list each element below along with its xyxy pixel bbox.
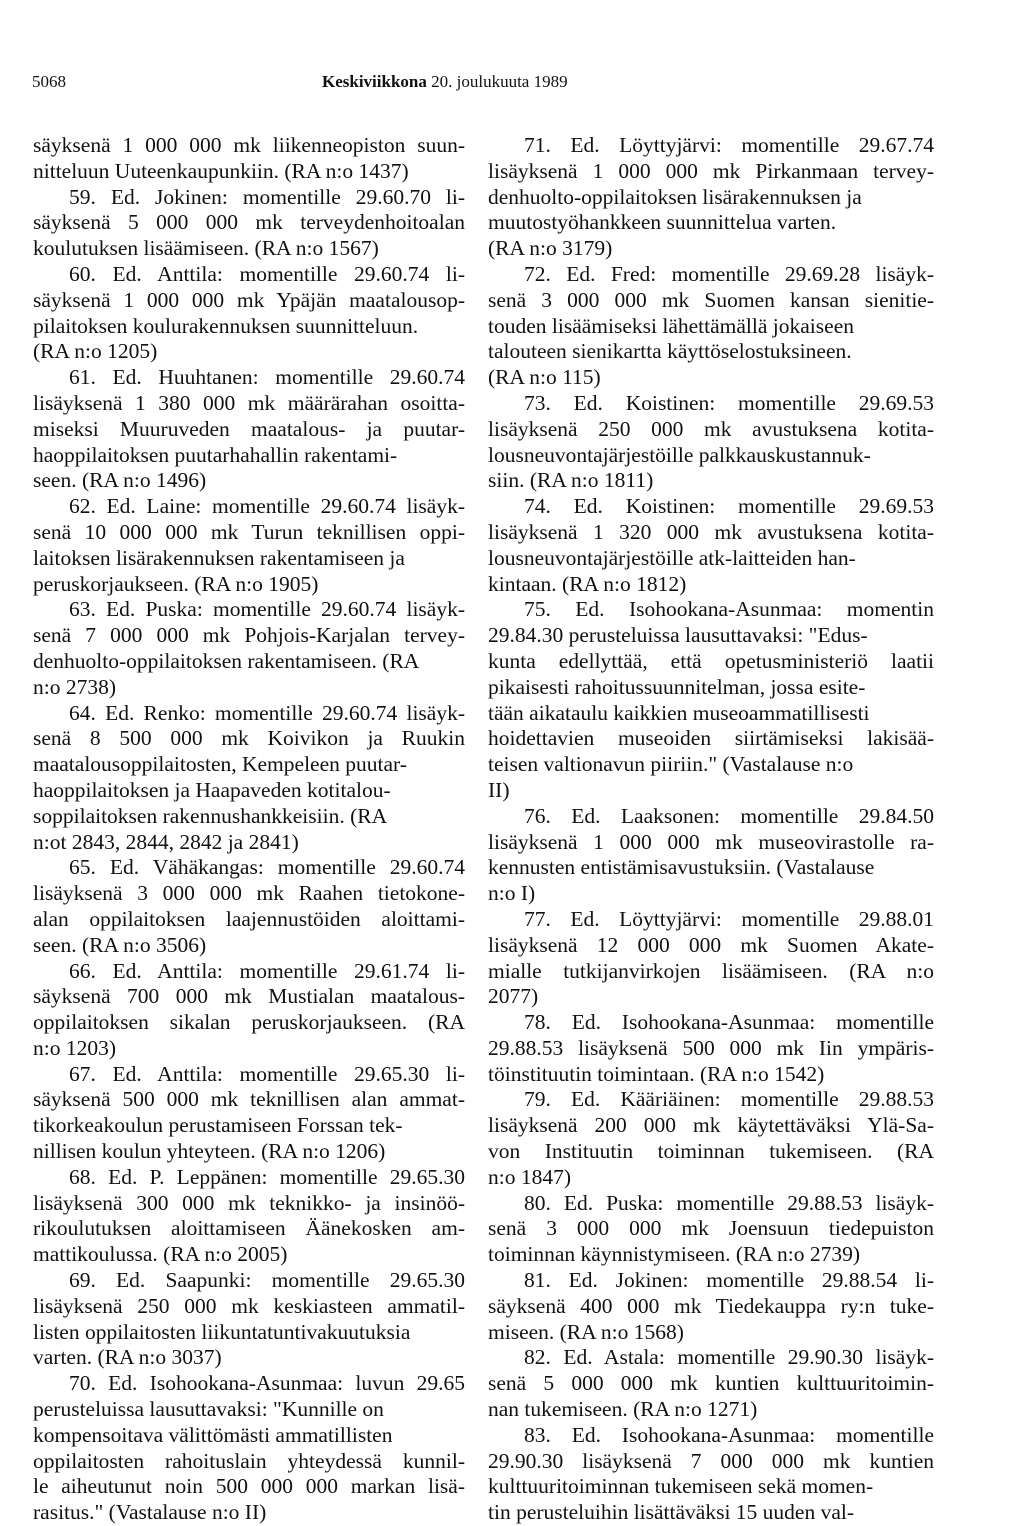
text-line: tään aikataulu kaikkien museoammatillisesti: [488, 700, 870, 725]
text-line: 67. Ed. Anttila: momentille 29.65.30 li-: [69, 1061, 465, 1086]
text-line: n:o 1203): [33, 1035, 117, 1060]
text-line: 75. Ed. Isohookana-Asunmaa: momentin: [524, 597, 934, 622]
text-line: senä 3 000 000 mk Suomen kansan sienitie-: [488, 287, 934, 312]
text-line: kunta edellyttää, että opetusministeriö laatii: [488, 648, 934, 673]
text-line: rasitus." (Vastalause n:o II): [33, 1500, 267, 1525]
text-line: oppilaitosten rahoituslain yhteydessä kunnil-: [33, 1448, 465, 1473]
text-line: pilaitoksen koulurakennuksen suunnitteluun.: [33, 313, 419, 338]
text-line: säyksenä 500 000 mk teknillisen alan ammat-: [33, 1087, 465, 1112]
text-line: talouteen sienikartta käyttöselostuksineen.: [488, 339, 852, 364]
text-line: lisäyksenä 250 000 mk keskiasteen ammatil-: [33, 1293, 465, 1318]
text-line: 83. Ed. Isohookana-Asunmaa: momentille: [524, 1422, 934, 1447]
text-line: 29.88.53 lisäyksenä 500 000 mk Iin ympäris-: [488, 1035, 934, 1060]
text-line: kompensoitava välittömästi ammatillisten: [33, 1422, 393, 1447]
text-line: 68. Ed. P. Leppänen: momentille 29.65.30: [69, 1164, 465, 1189]
text-line: miseksi Muuruveden maatalous- ja puutar-: [33, 416, 465, 441]
text-line: senä 5 000 000 mk kuntien kulttuuritoimin-: [488, 1371, 934, 1396]
text-line: tikorkeakoulun perustamiseen Forssan tek-: [33, 1113, 403, 1138]
text-line: säyksenä 1 000 000 mk Ypäjän maatalousop-: [33, 287, 465, 312]
text-line: lisäyksenä 300 000 mk teknikko- ja insinöö-: [33, 1190, 465, 1215]
text-line: senä 3 000 000 mk Joensuun tiedepuiston: [488, 1216, 934, 1241]
text-line: perusteluissa lausuttavaksi: "Kunnille on: [33, 1397, 384, 1422]
text-line: 78. Ed. Isohookana-Asunmaa: momentille: [524, 1010, 934, 1035]
text-line: 72. Ed. Fred: momentille 29.69.28 lisäyk-: [524, 261, 934, 286]
text-line: mattikoulussa. (RA n:o 2005): [33, 1242, 288, 1267]
text-line: varten. (RA n:o 3037): [33, 1345, 222, 1370]
text-line: (RA n:o 3179): [488, 236, 613, 261]
text-line: miseen. (RA n:o 1568): [488, 1319, 684, 1344]
text-line: n:o I): [488, 881, 536, 906]
text-line: 61. Ed. Huuhtanen: momentille 29.60.74: [69, 365, 465, 390]
running-head-date: 20. joulukuuta 1989: [431, 72, 568, 91]
text-line: (RA n:o 115): [488, 365, 601, 390]
text-line: denhuolto-oppilaitoksen rakentamiseen. (RA: [33, 648, 420, 673]
text-line: pikaisesti rahoitussuunnitelman, jossa esite-: [488, 674, 866, 699]
text-line: mialle tutkijanvirkojen lisäämiseen. (RA n:o: [488, 958, 934, 983]
text-line: säyksenä 700 000 mk Mustialan maatalous-: [33, 984, 465, 1009]
text-line: 70. Ed. Isohookana-Asunmaa: luvun 29.65: [69, 1371, 465, 1396]
text-line: rikoulutuksen aloittamiseen Äänekosken am-: [33, 1216, 465, 1241]
text-line: seen. (RA n:o 3506): [33, 932, 207, 957]
left-column: [33, 133, 465, 1526]
text-line: nitteluun Uuteenkaupunkiin. (RA n:o 1437): [33, 158, 409, 183]
text-line: alan oppilaitoksen laajennustöiden aloittami-: [33, 906, 465, 931]
text-line: 71. Ed. Löyttyjärvi: momentille 29.67.74: [524, 133, 934, 157]
text-line: 65. Ed. Vähäkangas: momentille 29.60.74: [69, 855, 465, 880]
text-line: 74. Ed. Koistinen: momentille 29.69.53: [524, 494, 934, 519]
text-line: kintaan. (RA n:o 1812): [488, 571, 687, 596]
text-line: n:ot 2843, 2844, 2842 ja 2841): [33, 829, 299, 854]
text-line: 29.90.30 lisäyksenä 7 000 000 mk kuntien: [488, 1448, 934, 1473]
page-number: 5068: [32, 72, 66, 91]
text-line: maatalousoppilaitosten, Kempeleen puutar-: [33, 752, 407, 777]
text-line: n:o 2738): [33, 674, 117, 699]
page-header: [0, 72, 1024, 96]
text-line: listen oppilaitosten liikuntatuntivakuutuksia: [33, 1319, 411, 1344]
text-line: senä 8 500 000 mk Koivikon ja Ruukin: [33, 726, 465, 751]
text-line: soppilaitoksen rakennushankkeisiin. (RA: [33, 803, 388, 828]
text-line: 29.84.30 perusteluissa lausuttavaksi: "Edus-: [488, 623, 868, 648]
text-line: säyksenä 5 000 000 mk terveydenhoitoalan: [33, 210, 465, 235]
text-line: 79. Ed. Kääriäinen: momentille 29.88.53: [524, 1087, 934, 1112]
text-line: 80. Ed. Puska: momentille 29.88.53 lisäyk-: [524, 1190, 934, 1215]
text-line: 2077): [488, 984, 539, 1009]
text-line: haoppilaitoksen puutarhahallin rakentami-: [33, 442, 398, 467]
text-line: lisäyksenä 1 320 000 mk avustuksena kotita-: [488, 519, 934, 544]
text-line: laitoksen lisärakennuksen rakentamiseen ja: [33, 545, 405, 570]
text-line: töinstituutin toimintaan. (RA n:o 1542): [488, 1061, 825, 1086]
text-line: lisäyksenä 200 000 mk käytettäväksi Ylä-Sa-: [488, 1113, 934, 1138]
text-line: touden lisäämiseksi lähettämällä jokaiseen: [488, 313, 854, 338]
text-line: peruskorjaukseen. (RA n:o 1905): [33, 571, 319, 596]
text-line: hoidettavien museoiden siirtämiseksi lakisää-: [488, 726, 934, 751]
text-line: (RA n:o 1205): [33, 339, 158, 364]
text-line: 59. Ed. Jokinen: momentille 29.60.70 li-: [69, 184, 465, 209]
text-line: haoppilaitoksen ja Haapaveden kotitalou-: [33, 777, 391, 802]
text-line: 62. Ed. Laine: momentille 29.60.74 lisäyk-: [69, 494, 465, 519]
text-line: säyksenä 1 000 000 mk liikenneopiston suun-: [33, 133, 465, 157]
text-line: denhuolto-oppilaitoksen lisärakennuksen ja: [488, 184, 862, 209]
text-line: tin perusteluihin lisättäväksi 15 uuden val-: [488, 1500, 855, 1525]
running-head: [322, 72, 568, 92]
text-line: toiminnan käynnistymiseen. (RA n:o 2739): [488, 1242, 861, 1267]
text-line: seen. (RA n:o 1496): [33, 468, 207, 493]
text-line: n:o 1847): [488, 1164, 572, 1189]
text-line: kulttuuritoiminnan tukemiseen sekä momen-: [488, 1474, 874, 1499]
text-line: 60. Ed. Anttila: momentille 29.60.74 li-: [69, 261, 465, 286]
text-line: senä 10 000 000 mk Turun teknillisen oppi-: [33, 519, 465, 544]
text-line: 64. Ed. Renko: momentille 29.60.74 lisäyk-: [69, 700, 465, 725]
text-line: 82. Ed. Astala: momentille 29.90.30 lisäyk-: [524, 1345, 934, 1370]
text-line: 73. Ed. Koistinen: momentille 29.69.53: [524, 390, 934, 415]
text-line: 66. Ed. Anttila: momentille 29.61.74 li-: [69, 958, 465, 983]
text-line: lousneuvontajärjestöille atk-laitteiden han-: [488, 545, 856, 570]
text-line: nillisen koulun yhteyteen. (RA n:o 1206): [33, 1139, 386, 1164]
running-head-title: Keskiviikkona: [322, 72, 427, 91]
text-line: lisäyksenä 1 000 000 mk museovirastolle ra-: [488, 829, 934, 854]
text-line: lisäyksenä 12 000 000 mk Suomen Akate-: [488, 932, 934, 957]
text-line: 77. Ed. Löyttyjärvi: momentille 29.88.01: [524, 906, 934, 931]
text-line: teisen valtionavun piiriin." (Vastalause n:o: [488, 752, 854, 777]
right-column: [488, 133, 934, 1526]
text-line: lousneuvontajärjestöille palkkauskustannuk-: [488, 442, 871, 467]
text-line: 76. Ed. Laaksonen: momentille 29.84.50: [524, 803, 934, 828]
text-line: säyksenä 400 000 mk Tiedekauppa ry:n tuke-: [488, 1293, 934, 1318]
text-line: II): [488, 777, 510, 802]
text-line: 81. Ed. Jokinen: momentille 29.88.54 li-: [524, 1268, 934, 1293]
text-line: lisäyksenä 1 000 000 mk Pirkanmaan tervey-: [488, 158, 934, 183]
text-line: muutostyöhankkeen suunnittelua varten.: [488, 210, 837, 235]
text-line: lisäyksenä 1 380 000 mk määrärahan osoitta-: [33, 390, 465, 415]
text-line: von Instituutin toiminnan tukemiseen. (RA: [488, 1139, 934, 1164]
text-line: 69. Ed. Saapunki: momentille 29.65.30: [69, 1268, 465, 1293]
text-line: senä 7 000 000 mk Pohjois-Karjalan tervey-: [33, 623, 465, 648]
text-line: le aiheutunut noin 500 000 000 markan lisä-: [33, 1474, 465, 1499]
text-line: lisäyksenä 250 000 mk avustuksena kotita-: [488, 416, 934, 441]
text-line: kennusten entistämisavustuksiin. (Vastalause: [488, 855, 875, 880]
text-line: 63. Ed. Puska: momentille 29.60.74 lisäyk-: [69, 597, 465, 622]
text-line: oppilaitoksen sikalan peruskorjaukseen. (RA: [33, 1010, 465, 1035]
text-line: siin. (RA n:o 1811): [488, 468, 654, 493]
text-line: nan tukemiseen. (RA n:o 1271): [488, 1397, 758, 1422]
text-line: koulutuksen lisäämiseen. (RA n:o 1567): [33, 236, 379, 261]
text-line: lisäyksenä 3 000 000 mk Raahen tietokone-: [33, 881, 465, 906]
